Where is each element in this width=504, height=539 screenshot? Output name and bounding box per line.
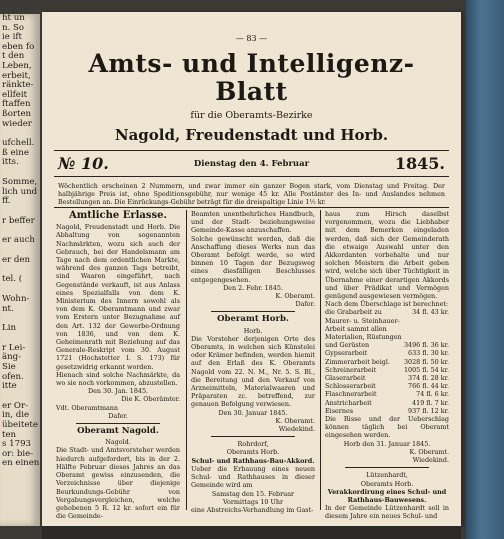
article-text: Die Stadt- und Amtsvorsteher werden hiedurch aufgefordert, bis in der 2. Hälfte Februar dieses Jahres an das Oberamt gewiss einzusenden, die Verzeichnisse über diejenige Beurkundungs-Gebühr von Vergabungsvergleichen, welche gehobenen 5 R. 12 kr. sofort ein für die Gemeinde- (56, 446, 180, 521)
cost-item: Gypserarbeit (325, 349, 368, 358)
left-page-line: lich und (2, 186, 38, 197)
left-page-line: erbeit, (2, 70, 31, 81)
left-page-line: äng- (2, 352, 22, 363)
column-divider (320, 210, 321, 510)
table-row (325, 308, 449, 316)
article-place: Oberamts Horb. (226, 448, 280, 457)
article-text: Die Risse und der Ueberschlag können täglich bei Oberamt eingesehen werden. (325, 415, 449, 440)
cost-item: Glaserarbeit (325, 374, 366, 383)
cost-value (403, 317, 449, 325)
left-page-line: ufchell. (2, 138, 35, 149)
left-page-line: tel. ( (2, 274, 23, 285)
article-signature: Dafer. (295, 300, 315, 309)
table-row (325, 317, 449, 325)
cost-value: 1005 fl. 54 kr. (403, 365, 449, 374)
cost-item: und Gerüsten (325, 341, 370, 350)
cost-item: Maurer- u. Steinhauer- (325, 316, 400, 325)
left-page-line: r beffer (2, 215, 35, 226)
article-text: Vormittags 10 Uhr (222, 497, 284, 506)
divider (345, 467, 429, 468)
article-text: Hienach sind solche Nachmärkte, da wo sie noch vorkommen, abzustellen. (56, 370, 180, 388)
left-page-line: s 1793 (2, 439, 32, 450)
table-row (325, 325, 449, 333)
left-page-line: eben fo (2, 41, 35, 52)
article-date: Den 30. Januar 1845. (218, 408, 288, 417)
article-date: Horb den 31. Januar 1845. (343, 439, 431, 448)
left-page-line: itts. (2, 157, 19, 168)
cost-item: Flaschnerarbeit (325, 390, 377, 399)
article-signature: Vdt. Oberamtmann (56, 403, 119, 412)
left-page-line: ten (2, 429, 17, 440)
cost-value: 419 fl. 7 kr. (412, 398, 449, 407)
article-text: Nach dem Überschlage ist berechnet: (325, 300, 449, 309)
left-page-line: Lin (2, 323, 16, 334)
article-signature: K. Oberamt. (275, 416, 315, 425)
table-row (325, 382, 449, 390)
left-page-line: wieder (2, 118, 32, 129)
left-page-line: Somme, (2, 176, 38, 187)
cost-value: 3496 fl. 36 kr. (403, 341, 449, 350)
table-row (325, 349, 449, 357)
table-row (325, 390, 449, 398)
left-page-line: Leben, (2, 60, 32, 71)
article-signature: Dafer. (108, 411, 128, 420)
cost-value: 633 fl. 30 kr. (408, 349, 449, 358)
cost-value: 937 fl. 12 kr. (408, 406, 449, 415)
table-row (325, 358, 449, 366)
left-page-line: ff. (2, 196, 11, 207)
section-heading: Oberamt Nagold. (77, 426, 159, 437)
table-row (325, 333, 449, 341)
cost-item: Anstricharbeit (325, 398, 372, 407)
column-1 (56, 210, 180, 520)
cost-item: Eisernes (325, 406, 354, 415)
article-place: Nagold. (105, 438, 131, 447)
cost-value (403, 325, 449, 333)
article-place: Rohrdorf, (237, 440, 269, 449)
issue-year: 1845. (394, 154, 445, 173)
article-signature: Wiedekind. (278, 425, 315, 434)
left-page-line: Sie (2, 362, 16, 373)
section-heading: Amtliche Erlasse. (68, 210, 168, 221)
left-page-line: ßorten (2, 108, 32, 119)
left-page-line: ellfeit (2, 89, 28, 100)
article-text: In der Gemeinde Lützenhardt soll in diesem Jahre ein neues Schul- und (325, 504, 449, 521)
masthead-subtitle: für die Oberamts-Bezirke (190, 110, 313, 121)
masthead (58, 50, 445, 144)
table-row (325, 374, 449, 382)
left-page-line: übeitete (2, 420, 38, 430)
article-place: Lützenhardt, (366, 471, 408, 480)
section-heading: Oberamt Horb. (217, 314, 289, 325)
article-signature: Die K. Oberämter. (121, 395, 180, 404)
article-place: Horb. (243, 326, 263, 335)
cost-item: Materialien, Rüstungen (325, 333, 402, 342)
article-place: Oberamts Horb. (360, 479, 414, 488)
article-text: haus zum Hirsch daselbst vorgenommen, wozu die Liebhaber mit dem Bemerken eingeladen werden, daß sich der Gemeinderath die etwaige Auswahl unter den Akkordanten vorbehalte und nur solchen Meistern die Arbeit geben wird, welche sich über Tüchtigkeit in Übernahme einer derartigen Akkords und über Prädikat und Vermögen genügend ausgewiesen vermögen. (325, 210, 449, 301)
masthead-title: Amts- und Intelligenz-Blatt (88, 49, 415, 106)
newspaper-page (42, 12, 461, 526)
cost-value: 374 fl. 28 kr. (408, 374, 449, 383)
column-divider (186, 210, 187, 510)
book-binding (466, 0, 504, 539)
divider (211, 436, 295, 437)
article-text: Ueber die Erbauung eines neuen Schul- und Rathhauses in dieser Gemeinde wird am (191, 464, 315, 490)
cost-table (325, 308, 449, 415)
page-edge-shadow (42, 526, 461, 539)
article-text: Nagold, Freudenstadt und Horb. Die Abhaltung von sogenannten Nachmärkten, wozu sich auch der Gebrauch, bei der Handelsmann am Tage nach dem ordentlichen Markte, während des ganzen Tags betreibt, sind Waaren eingeführt, nach Gegenstände verkauft, ist aus Anlass eines Spezialfalls von dem K. Ministerium des Innern sowohl als von dem K. Oberamtmann und zwar vom Erstern unter Bezugnahme auf den Art. 132 der Gewerbe-Ordnung von 1836, und von dem K. Geheimenrath mit Beziehung auf das Generale-Reskript vom 30. August 1721 (Hochstetter I. S. 173) für gesetzwidrig erkannt worden. (56, 223, 180, 371)
left-page-line: ränkte- (2, 80, 34, 91)
left-page-line: nt. (2, 303, 14, 314)
section-heading: Schul- und Rathhaus-Bau-Akkord. (191, 456, 315, 465)
left-page-line: ht un (2, 14, 25, 23)
cost-value: 3028 fl. 50 kr. (403, 357, 449, 366)
left-page-fragment (0, 14, 40, 526)
column-2 (191, 210, 315, 514)
left-page-line: t den (2, 51, 25, 62)
cost-value: 766 fl. 44 kr. (408, 382, 449, 391)
left-page-line: ß eine (2, 147, 29, 158)
article-text: Samstag den 15. Februar (211, 489, 295, 498)
left-page-line: ftaffen (2, 99, 31, 110)
rule-top (54, 150, 449, 151)
article-text: Solche gewünscht werden, daß die Anschaffung dieses Werks nun das Oberamt befolgt werde, so wird binnen 10 Tagen der Bezugsweg eines diesfälligen Beschlusses entgegengesehen. (191, 234, 315, 284)
cost-item: Schreinerarbeit (325, 365, 377, 374)
article-signature: K. Oberamt. (409, 447, 449, 456)
column-3 (325, 210, 449, 521)
page-number: — 83 — (235, 34, 268, 43)
rule-columns (54, 207, 449, 208)
masthead-places: Nagold, Freudenstadt und Horb. (114, 126, 389, 144)
cost-item: Schlosserarbeit (325, 382, 376, 391)
divider (211, 311, 295, 312)
cost-item: Zimmerarbeit beigl. (325, 357, 390, 366)
table-row (325, 366, 449, 374)
article-text: Beamten unentbehrliches Handbuch, und der Stadt- beziehungsweise Gemeinde-Kasse anzuschaffen. (191, 210, 315, 235)
article-signature: K. Oberamt. (275, 292, 315, 301)
issue-number: № 10. (58, 154, 109, 173)
left-page-line: r Lei- (2, 342, 26, 353)
table-row (325, 341, 449, 349)
rule-middle (54, 176, 449, 177)
left-page-line: er den (2, 254, 31, 265)
article-text: eine Abstreichs-Verhandlung im Gast- (191, 505, 314, 514)
left-page-line: ofen. (2, 371, 24, 382)
article-text: Die Vorsteher derjenigen Orte des Oberamts, in welchen sich Künstelei oder Krämer befinden, werden hiemit auf den Erlaß des K. Oberamts Nagold vom 22. N. M., Nr. 5. S. Bl., die Bereitung und den Verkauf von Arzneimitteln, Materialwaaren und Präparaten zc. betreffend, zur genauen Befolgung verwiesen. (191, 334, 315, 409)
divider (76, 423, 160, 424)
left-page-line: or: bie- (2, 448, 34, 459)
left-page-line: Wohn- (2, 294, 30, 305)
cost-value (403, 333, 449, 341)
issue-date: Dienstag den 4. Februar (193, 159, 310, 169)
left-page-line: en einen (2, 458, 40, 469)
cost-item: die Grabarbeit zu (325, 308, 382, 317)
cost-value: 74 fl. 6 kr. (416, 390, 449, 399)
subscription-notice: Wöchentlich erscheinen 2 Nummern, und zwar immer ein ganzer Bogen stark, vom Dienstag und Freitag. Der halbjährige Preis ist, ohne Speditionsgebühr, nur wenige 45 kr. Alle Postämter des In- und Auslandes nehmen Bestellungen an. Die Einrückungs-Gebühr beträgt für die dreispaltige Linie 1½ kr. (58, 182, 445, 207)
left-page-line: ie ift (2, 32, 22, 43)
left-page-line: n. So (2, 22, 25, 33)
section-heading: Verakkordirung eines Schul- und Rathhaus-Bauwesens. (327, 487, 447, 504)
article-signature: Wiedekind. (412, 456, 449, 465)
issue-line (54, 154, 449, 174)
article-date: Den 2. Febr. 1845. (223, 283, 283, 292)
table-row (325, 399, 449, 407)
left-page-line: itte (2, 381, 17, 392)
left-page-line: er auch (2, 235, 35, 246)
left-page-line: er Or- (2, 400, 28, 411)
cost-item: Arbeit sammt allen (325, 324, 387, 333)
article-date: Den 30. Jan. 1845. (87, 387, 149, 396)
left-page-line: in, die (2, 410, 30, 421)
table-row (325, 407, 449, 415)
cost-value: 34 fl. 43 kr. (412, 308, 449, 317)
